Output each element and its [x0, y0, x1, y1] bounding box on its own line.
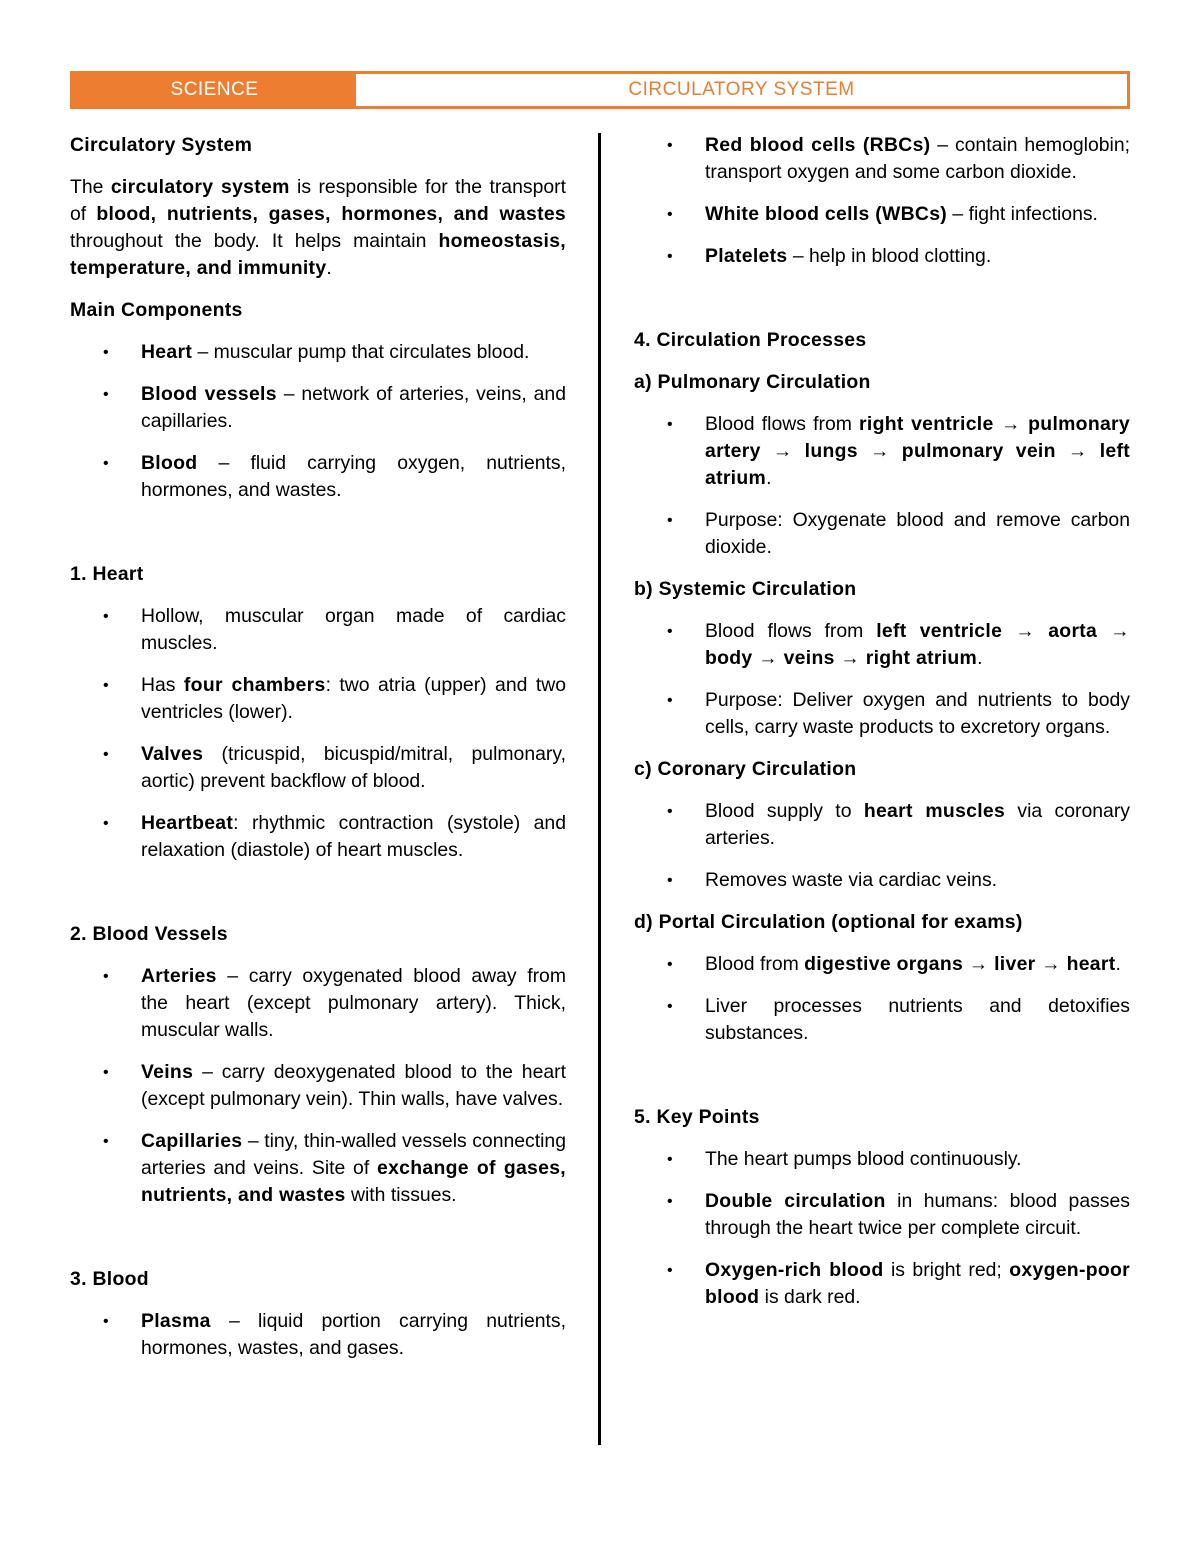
list-item: [634, 867, 1130, 894]
bullet-icon: •: [667, 998, 673, 1015]
bold-text: four chambers: [183, 674, 326, 696]
bullet-icon: •: [667, 692, 673, 709]
list-item: [70, 1059, 566, 1113]
section-heading: c) Coronary Circulation: [634, 758, 857, 780]
bold-text: Arteries: [141, 965, 217, 987]
text-run: Purpose: Oxygenate blood and remove carbon dioxide.: [705, 509, 1130, 558]
bullet-list: [634, 411, 1130, 561]
bullet-list: [634, 1146, 1130, 1311]
text-run: (tricuspid, bicuspid/mitral, pulmonary, aortic) prevent backflow of blood.: [141, 743, 566, 792]
text-run: – carry deoxygenated blood to the heart (except pulmonary vein). Thin walls, have valves.: [141, 1061, 566, 1110]
bullet-icon: •: [103, 746, 109, 763]
text-run: – fight infections.: [947, 203, 1098, 225]
bullet-icon: •: [667, 512, 673, 529]
bullet-icon: •: [667, 1151, 673, 1168]
text-run: Removes waste via cardiac veins.: [705, 869, 998, 891]
text-run: Blood supply to: [705, 800, 864, 822]
text-run: Liver processes nutrients and detoxifies substances.: [705, 995, 1130, 1044]
bullet-icon: •: [667, 956, 673, 973]
list-item: [634, 1146, 1130, 1173]
text-run: is dark red.: [759, 1286, 861, 1308]
list-item: [70, 1308, 566, 1362]
bullet-list: [634, 798, 1130, 894]
list-item: [634, 951, 1130, 978]
list-item: [70, 963, 566, 1044]
section-heading: b) Systemic Circulation: [634, 578, 857, 600]
bullet-icon: •: [103, 344, 109, 361]
bullet-icon: •: [667, 803, 673, 820]
text-run: : rhythmic contraction (systole) and relaxation (diastole) of heart muscles.: [141, 812, 566, 861]
bullet-icon: •: [667, 416, 673, 433]
text-run: Hollow, muscular organ made of cardiac muscles.: [141, 605, 566, 654]
list-item: [634, 507, 1130, 561]
bullet-list: [70, 1308, 566, 1362]
bullet-icon: •: [103, 386, 109, 403]
section-heading: 1. Heart: [70, 563, 144, 585]
list-item: [70, 1128, 566, 1209]
text-run: .: [1115, 953, 1121, 975]
section-spacer: [634, 1062, 1130, 1104]
text-run: Purpose: Deliver oxygen and nutrients to body cells, carry waste products to excretory organs.: [705, 689, 1130, 738]
list-item: [634, 132, 1130, 186]
section-heading: 2. Blood Vessels: [70, 923, 228, 945]
bullet-icon: •: [103, 815, 109, 832]
bullet-list: [70, 963, 566, 1209]
bullet-icon: •: [103, 677, 109, 694]
text-run: – muscular pump that circulates blood.: [192, 341, 530, 363]
bold-text: left ventricle → aorta → body → veins → right atrium: [705, 620, 1131, 669]
text-run: throughout the body. It helps maintain: [70, 230, 439, 252]
section-coronary: [634, 756, 1130, 894]
text-run: Has: [141, 674, 184, 696]
section-portal: [634, 909, 1130, 1104]
bullet-icon: •: [667, 248, 673, 265]
bullet-icon: •: [103, 1133, 109, 1150]
section-circulation-processes: [634, 327, 1130, 354]
text-run: – help in blood clotting.: [787, 245, 992, 267]
bold-text: Capillaries: [141, 1130, 243, 1152]
intro-title: Circulatory System: [70, 134, 253, 156]
list-item: [634, 201, 1130, 228]
text-run: Blood from: [705, 953, 805, 975]
section-key-points: [634, 1104, 1130, 1311]
bullet-list: [634, 618, 1130, 741]
list-item: [70, 603, 566, 657]
bold-text: Blood: [141, 452, 198, 474]
section-heading: a) Pulmonary Circulation: [634, 371, 871, 393]
bold-text: digestive organs → liver → heart: [804, 953, 1116, 975]
bullet-list: [70, 339, 566, 504]
list-item: [70, 339, 566, 366]
left-column: [70, 132, 566, 1377]
section-heading: d) Portal Circulation (optional for exams): [634, 911, 1023, 933]
bold-text: Oxygen-rich blood: [705, 1259, 884, 1281]
section-pulmonary: [634, 369, 1130, 561]
bold-text: circulatory system: [110, 176, 290, 198]
bullet-icon: •: [667, 206, 673, 223]
list-item: [634, 1257, 1130, 1311]
bullet-icon: •: [103, 455, 109, 472]
text-run: The heart pumps blood continuously.: [705, 1148, 1022, 1170]
bold-text: Plasma: [141, 1310, 211, 1332]
bullet-icon: •: [103, 1064, 109, 1081]
text-run: with tissues.: [345, 1184, 457, 1206]
topic-label: CIRCULATORY SYSTEM: [356, 74, 1127, 106]
bold-text: Red blood cells (RBCs): [705, 134, 931, 156]
list-item: [634, 993, 1130, 1047]
bullet-icon: •: [667, 1193, 673, 1210]
bold-text: Veins: [141, 1061, 194, 1083]
section-heading: 5. Key Points: [634, 1106, 760, 1128]
list-item: [634, 618, 1130, 672]
list-item: [634, 243, 1130, 270]
section-blood: [70, 1266, 566, 1362]
bullet-icon: •: [667, 137, 673, 154]
bold-text: Valves: [141, 743, 204, 765]
section-spacer: [634, 285, 1130, 327]
section-spacer: [70, 879, 566, 921]
bold-text: White blood cells (WBCs): [705, 203, 948, 225]
text-run: – liquid portion carrying nutrients, hormones, wastes, and gases.: [141, 1310, 566, 1359]
bullet-icon: •: [103, 608, 109, 625]
text-run: – network of arteries, veins, and capillaries.: [141, 383, 566, 432]
section-heart: [70, 561, 566, 921]
section-main-components: [70, 297, 566, 561]
list-item: [70, 450, 566, 504]
text-run: .: [326, 257, 332, 279]
list-item: [634, 411, 1130, 492]
bold-text: Double circulation: [705, 1190, 886, 1212]
bullet-icon: •: [103, 1313, 109, 1330]
text-run: : two atria (upper) and two ventricles (lower).: [141, 674, 567, 723]
text-run: – carry oxygenated blood away from the heart (except pulmonary artery). Thick, muscular walls.: [141, 965, 566, 1041]
bold-text: exchange of gases, nutrients, and wastes: [141, 1157, 566, 1206]
bold-text: blood, nutrients, gases, hormones, and wastes: [96, 203, 566, 225]
bullet-list: [634, 132, 1130, 270]
bold-text: homeostasis, temperature, and immunity: [70, 230, 566, 279]
right-column: [634, 132, 1130, 1326]
text-run: in humans: blood passes through the heart twice per complete circuit.: [705, 1190, 1130, 1239]
text-run: .: [977, 647, 983, 669]
bullet-icon: •: [667, 623, 673, 640]
text-run: – fluid carrying oxygen, nutrients, hormones, and wastes.: [141, 452, 566, 501]
bold-text: oxygen-poor blood: [705, 1259, 1130, 1308]
list-item: [70, 741, 566, 795]
bold-text: heart muscles: [863, 800, 1006, 822]
text-run: .: [766, 467, 772, 489]
list-item: [634, 1188, 1130, 1242]
section-spacer: [70, 1224, 566, 1266]
text-run: The: [70, 176, 111, 198]
section-spacer: [70, 519, 566, 561]
section-heading: Main Components: [70, 299, 243, 321]
bullet-icon: •: [103, 968, 109, 985]
section-systemic: [634, 576, 1130, 741]
page-header: [70, 71, 1130, 109]
bold-text: Heartbeat: [141, 812, 234, 834]
bullet-icon: •: [667, 1262, 673, 1279]
intro-paragraph: [70, 174, 566, 282]
section-heading: 3. Blood: [70, 1268, 149, 1290]
list-item: [70, 810, 566, 864]
bold-text: right ventricle → pulmonary artery → lungs → pulmonary vein → left atrium: [705, 413, 1130, 489]
bold-text: Platelets: [705, 245, 788, 267]
bullet-icon: •: [667, 872, 673, 889]
text-run: is bright red;: [883, 1259, 1010, 1281]
section-blood-vessels: [70, 921, 566, 1266]
text-run: – tiny, thin-walled vessels connecting arteries and veins. Site of: [141, 1130, 566, 1179]
bold-text: Heart: [141, 341, 193, 363]
list-item: [634, 798, 1130, 852]
column-divider: [598, 133, 601, 1445]
text-run: – contain hemoglobin; transport oxygen and some carbon dioxide.: [705, 134, 1130, 183]
text-run: Blood flows from: [705, 413, 860, 435]
text-run: is responsible for the transport of: [70, 176, 566, 225]
list-item: [634, 687, 1130, 741]
bullet-list: [70, 603, 566, 864]
section-heading: 4. Circulation Processes: [634, 329, 867, 351]
list-item: [70, 672, 566, 726]
section-blood-cont: [634, 132, 1130, 327]
text-run: Blood flows from: [705, 620, 877, 642]
list-item: [70, 381, 566, 435]
bold-text: Blood vessels: [141, 383, 277, 405]
text-run: via coronary arteries.: [705, 800, 1130, 849]
subject-label: SCIENCE: [73, 74, 356, 106]
bullet-list: [634, 951, 1130, 1047]
